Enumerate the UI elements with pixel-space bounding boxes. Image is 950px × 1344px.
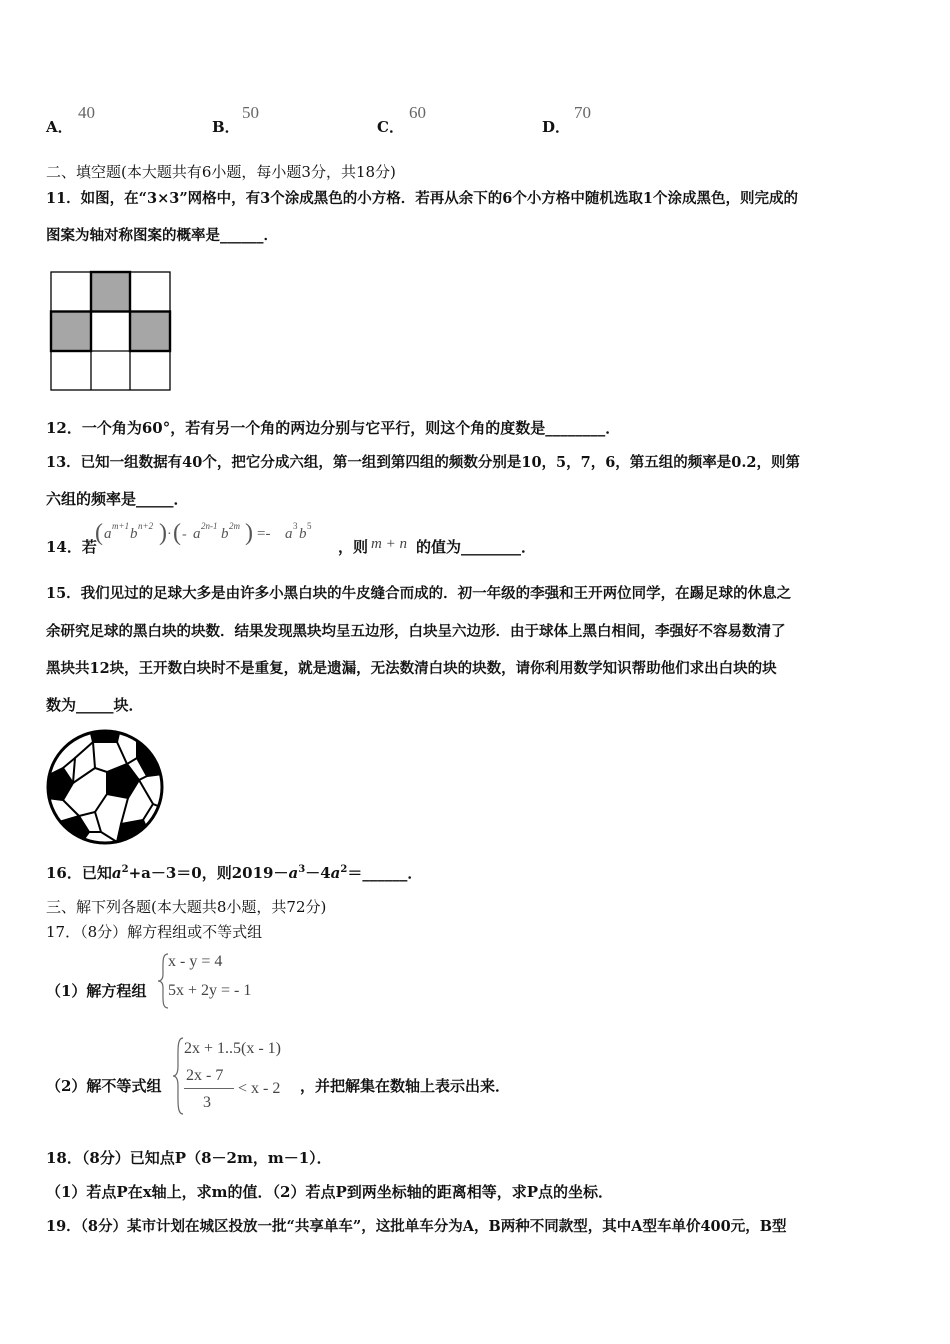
svg-text:): ) (245, 520, 253, 546)
svg-text:·: · (167, 527, 172, 542)
grid-cell-shaded-top (91, 272, 130, 311)
option-a-letter: A． (46, 118, 73, 136)
svg-text:=-: =- (257, 526, 271, 542)
grid-cell-shaded-right (130, 312, 169, 351)
option-d-value: 70 (574, 103, 591, 122)
section2-title: 二、填空题(本大题共有6小题，每小题3分，共18分) (46, 163, 396, 181)
q16-prefix: 16．已知 (46, 864, 112, 882)
q17-ineq1: 2x + 1..5(x - 1) (184, 1040, 282, 1057)
q11-line2: 图案为轴对称图案的概率是______． (46, 227, 278, 244)
q14-suffix: ，则 (338, 538, 369, 556)
option-b-letter: B． (212, 118, 240, 136)
svg-text:5: 5 (307, 521, 312, 531)
q16-cond: +a－3＝0，则2019－ (128, 864, 289, 882)
q14-tail: 的值为________． (416, 538, 537, 556)
svg-text:n+2: n+2 (138, 521, 154, 531)
svg-text:3: 3 (293, 521, 298, 531)
grid-figure (49, 270, 173, 392)
q15-line2: 余研究足球的黑白块的块数．结果发现黑块均呈五边形，白块呈六边形．由于球体上黑白相间，李强好不容易数清了 (46, 623, 786, 640)
q16-tail: ＝______． (347, 864, 423, 882)
q17-ineq2-rhs: < x - 2 (238, 1080, 281, 1097)
q16: 16．已知$a^2+a-3=0$，则$2019-a^3-4a^2=\_\_\_\_\_\_$． (46, 864, 423, 882)
svg-text:b: b (299, 526, 307, 542)
q13-line2: 六组的频率是_____． (46, 490, 189, 508)
q13-line1: 13．已知一组数据有40个，把它分成六组，第一组到第四组的频数分别是10，5，7，6，第五组的频率是0.2，则第 (46, 454, 801, 471)
q18-line2: （1）若点P在x轴上，求m的值．（2）若点P到两坐标轴的距离相等，求P点的坐标． (46, 1183, 614, 1201)
q15-line3: 黑块共12块，王开数白块时不是重复，就是遗漏，无法数清白块的块数，请你利用数学知识帮助他们求出白块的块 (46, 660, 777, 677)
svg-text:b: b (221, 526, 229, 542)
svg-text:(: ( (95, 520, 103, 546)
q14-formula (95, 518, 335, 552)
q17-eq2: 5x + 2y = - 1 (168, 982, 252, 999)
q17-eq1: x - y = 4 (168, 953, 223, 970)
q15-line1: 15．我们见过的足球大多是由许多小黑白块的牛皮缝合而成的．初一年级的李强和王开两位同学，在踢足球的休息之 (46, 585, 792, 602)
svg-text:2m: 2m (229, 521, 240, 531)
svg-text:b: b (130, 526, 138, 542)
q17-title: 17．（8分）解方程组或不等式组 (46, 923, 263, 941)
q17-p1-label: （1）解方程组 (46, 982, 147, 1000)
svg-text:a: a (285, 526, 293, 542)
svg-text:a: a (193, 526, 201, 542)
svg-text:2n-1: 2n-1 (201, 521, 218, 531)
fraction-bar (184, 1088, 234, 1089)
q17-p2-label: （2）解不等式组 (46, 1077, 162, 1095)
svg-text:): ) (159, 520, 167, 546)
q17-ineq2-num: 2x - 7 (186, 1067, 224, 1084)
q12: 12．一个角为60°，若有另一个角的两边分别与它平行，则这个角的度数是________． (46, 419, 621, 437)
q16-mid: －4 (305, 864, 331, 882)
option-b-value: 50 (242, 103, 259, 122)
grid-cell-shaded-left (52, 312, 91, 351)
q15-line4: 数为_____块． (46, 696, 144, 714)
q19-line1: 19．（8分）某市计划在城区投放一批“共享单车”，这批单车分为A，B两种不同款型，其中A型车单价400元，B型 (46, 1218, 787, 1235)
q14-expr: m + n (371, 536, 407, 552)
q17-ineq2-den: 3 (203, 1094, 211, 1111)
svg-text:-: - (182, 527, 187, 542)
q14-prefix: 14．若 (46, 538, 97, 556)
svg-text:m+1: m+1 (112, 521, 130, 531)
option-d-letter: D． (542, 118, 571, 136)
section3-title: 三、解下列各题(本大题共8小题，共72分) (46, 898, 327, 916)
option-c-value: 60 (409, 103, 426, 122)
q11-line1: 11．如图，在“3×3”网格中，有3个涂成黑色的小方格．若再从余下的6个小方格中随机选取1个涂成黑色，则完成的 (46, 190, 798, 207)
soccer-ball-figure (45, 728, 165, 846)
option-c-letter: C． (377, 118, 404, 136)
svg-text:a: a (104, 526, 112, 542)
option-a-value: 40 (78, 103, 95, 122)
q18-line1: 18．（8分）已知点P（8－2m，m－1）． (46, 1149, 332, 1167)
q17-p2-tail: ，并把解集在数轴上表示出来． (300, 1077, 511, 1095)
svg-text:(: ( (173, 520, 181, 546)
